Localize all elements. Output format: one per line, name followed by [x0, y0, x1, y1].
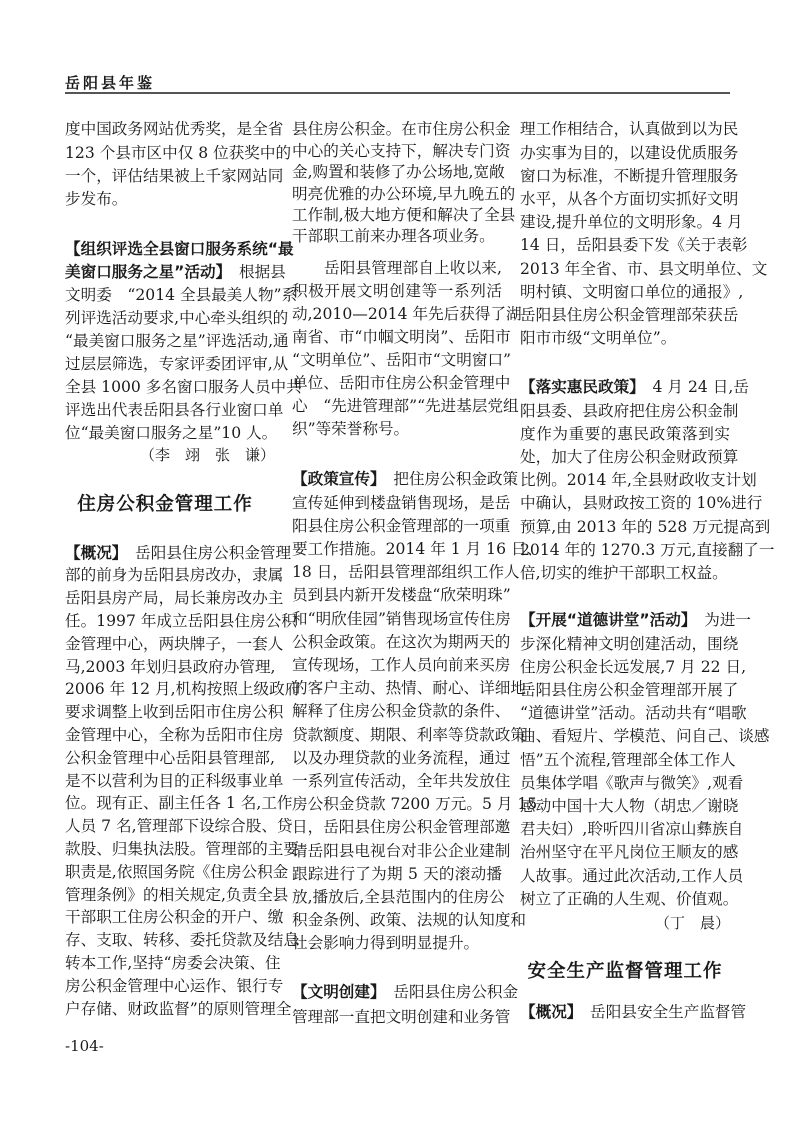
text-line: 以及办理贷款的业务流程，通过 — [292, 748, 511, 767]
text-line: 度作为重要的惠民政策落到实 — [520, 424, 730, 443]
text-line: 马,2003 年划归县政府办管理, — [65, 657, 276, 676]
text-line: 人员 7 名,管理部下设综合股、贷 — [65, 817, 293, 836]
text-line — [292, 468, 519, 491]
text-line — [65, 261, 286, 284]
text-line: 存、支取、转移、委托贷款及结息 — [65, 931, 299, 950]
text-line: 户存储、财政监督”的原则管理全 — [65, 999, 292, 1018]
text-line: 积金条例、政策、法规的认知度和 — [292, 911, 526, 930]
text-line: 评选出代表岳阳县各行业窗口单 — [65, 400, 284, 419]
text-line: 县住房公积金。在市住房公积金 — [292, 120, 511, 139]
text-line: 管理条例》的相关规定,负责全县 — [65, 885, 289, 904]
text-line: 岳阳县房产局，局长兼房改办主 — [65, 589, 284, 608]
text-line: 人故事。通过此次活动,工作人员 — [520, 866, 744, 885]
text-line: 办实事为目的，以建设优质服务 — [520, 143, 739, 162]
text-line: 过层层筛选，专家评委团评审,从 — [65, 354, 289, 373]
text-line: 放,播放后,全县范围内的住房公 — [292, 888, 505, 906]
text-line: 窗口为标准，不断提升管理服务 — [520, 166, 739, 185]
text-line: 步发布。 — [65, 190, 128, 209]
text-line: 感动中国十大人物（胡忠／谢晓 — [520, 797, 739, 815]
text-line: 金管理中心，两块牌子，一套人 — [65, 634, 284, 653]
text-line: 预算,由 2013 年的 528 万元提高到 — [520, 517, 771, 536]
text-line: 位。现有正、副主任各 1 名,工作 — [65, 794, 293, 813]
text-line: 倍,切实的维护干部职工权益。 — [520, 564, 728, 582]
text-line: 中心的关心支持下，解决专门资 — [292, 141, 511, 160]
text-line: 度中国政务网站优秀奖，是全省 — [65, 120, 284, 139]
text-line: 树立了正确的人生观、价值观。 — [520, 889, 739, 908]
text-line: 阳县委、县政府把住房公积金制 — [520, 401, 739, 420]
text-line: 和“明欣佳园”销售现场宣传住房 — [292, 609, 511, 628]
paragraph-heading: 【概况】 — [520, 1002, 575, 1021]
author-credit: （丁 晨） — [654, 914, 730, 932]
text-line: 14 日，岳阳县委下发《关于表彰 — [520, 236, 748, 255]
text-line: 公积金管理中心岳阳县管理部, — [65, 748, 275, 767]
text-line: 要工作措施。2014 年 1 月 16 日、 — [292, 540, 543, 558]
text-line: 住房公积金长远发展,7 月 22 日, — [520, 657, 747, 676]
text-line: 是不以营利为目的正科级事业单 — [65, 771, 284, 790]
text-line: 员集体学唱《歌声与微笑》,观看 — [520, 773, 744, 792]
text-line: 积极开展文明创建等一系列活 — [292, 281, 502, 300]
text-line: 织”等荣誉称号。 — [292, 419, 410, 438]
paragraph-heading: 美窗口服务之星”活动】 — [65, 262, 224, 281]
page-number: -104- — [65, 1037, 104, 1055]
paragraph-text: 4 月 24 日,岳 — [636, 378, 749, 397]
running-header-title: 岳阳县年鉴 — [65, 74, 156, 92]
text-line: 南省、市“巾帼文明岗”、岳阳市 — [292, 327, 511, 346]
text-line: 管理部一直把文明创建和业务管 — [292, 1007, 511, 1026]
text-line: 位“最美窗口服务之星”10 人。 — [65, 423, 278, 442]
header-rule — [65, 92, 730, 94]
text-line: 文明委 “2014 全县最美人物”系 — [65, 285, 298, 304]
text-line: 贷款额度、期限、利率等贷款政策 — [292, 725, 526, 744]
text-line: 宣传延伸到楼盘销售现场，是岳 — [292, 493, 511, 512]
text-line: 全县 1000 多名窗口服务人员中共 — [65, 377, 302, 396]
text-line: 心 “先进管理部”“先进基层党组 — [292, 396, 519, 415]
paragraph-text: 把住房公积金政策 — [377, 470, 519, 489]
text-line: 岳阳县管理部自上收以来, — [324, 258, 502, 277]
paragraph-text: 岳阳县安全生产监督管 — [574, 1002, 747, 1021]
paragraph-text: 为进一 — [688, 611, 752, 630]
text-line: 18 日，岳阳县管理部组织工作人 — [292, 563, 520, 582]
text-line: 曲、看短片、学模范、问自己、谈感 — [520, 727, 770, 746]
text-line: 金,购置和装修了办公场地,宽敞 — [292, 163, 505, 182]
text-line: 任。1997 年成立岳阳县住房公积 — [65, 612, 297, 630]
text-line: 要求调整上收到岳阳市住房公积 — [65, 703, 284, 722]
text-line: 治州坚守在平凡岗位王顺友的感 — [520, 843, 739, 862]
text-line: 君夫妇）,聆听四川省凉山彝族自 — [520, 820, 744, 839]
paragraph-text: 岳阳县住房公积金管理 — [119, 543, 292, 562]
paragraph-text: 根据县 — [223, 262, 286, 281]
paragraph-heading: 【政策宣传】 — [292, 470, 378, 489]
paragraph-heading: 【开展“道德讲堂”活动】 — [520, 611, 689, 630]
text-line: 房公积金贷款 7200 万元。5 月 15 — [292, 795, 538, 814]
text-line: 岳阳县住房公积金管理部开展了 — [520, 681, 739, 699]
text-line: “最美窗口服务之星”评选活动,通 — [65, 331, 289, 350]
text-line: 阳县住房公积金管理部的一项重 — [292, 516, 511, 535]
paragraph-heading: 【落实惠民政策】 — [520, 378, 637, 397]
text-line: 解释了住房公积金贷款的条件、 — [292, 702, 511, 721]
text-line: “道德讲堂”活动。活动共有“唱歌 — [520, 704, 747, 723]
text-line: 一系列宣传活动，全年共发放住 — [292, 772, 511, 790]
text-line: 款股、归集执法股。管理部的主要 — [65, 840, 299, 858]
author-credit: （李 翊 张 谦） — [139, 446, 275, 464]
text-line: 悟”五个流程,管理部全体工作人 — [520, 750, 736, 769]
text-line — [520, 376, 749, 399]
paragraph-heading: 【文明创建】 — [292, 982, 378, 1001]
text-line — [520, 609, 752, 632]
text-line: 比例。2014 年,全县财政收支计划 — [520, 471, 757, 490]
text-line: 水平，从各个方面切实抓好文明 — [520, 190, 739, 208]
text-line: 2014 年的 1270.3 万元,直接翻了一 — [520, 540, 775, 559]
text-line: 跟踪进行了为期 5 天的滚动播 — [292, 864, 502, 883]
text-line: 阳市市级“文明单位”。 — [520, 329, 677, 348]
paragraph-heading: 【概况】 — [65, 543, 120, 562]
text-line: “文明单位”、岳阳市“文明窗口” — [292, 350, 512, 369]
text-line: 2006 年 12 月,机构按照上级政府 — [65, 680, 301, 699]
text-line: 转本工作,坚持“房委会决策、住 — [65, 954, 281, 972]
text-line: 金管理中心，全称为岳阳市住房 — [65, 726, 284, 744]
text-line: 建设,提升单位的文明形象。4 月 — [520, 213, 743, 232]
text-line — [65, 238, 294, 261]
text-line: 明亮优雅的办公环境,早九晚五的 — [292, 184, 516, 203]
text-line: 工作制,极大地方便和解决了全县 — [292, 205, 516, 224]
section-title-housing-fund: 住房公积金管理工作 — [77, 494, 253, 515]
text-line — [65, 542, 292, 565]
text-line: 单位、岳阳市住房公积金管理中 — [292, 373, 511, 392]
text-line: 部的前身为岳阳县房改办，隶属 — [65, 566, 284, 585]
section-title-safety-supervision: 安全生产监督管理工作 — [527, 961, 723, 982]
text-line: 社会影响力得到明显提升。 — [292, 934, 480, 953]
text-line: 岳阳县住房公积金管理部荣获岳 — [520, 306, 739, 324]
text-line: 理工作相结合，认真做到以为民 — [520, 120, 739, 139]
text-line: 干部职工住房公积金的开户、缴 — [65, 908, 284, 927]
text-line: 干部职工前来办理各项业务。 — [292, 227, 495, 246]
text-line: 一个，评估结果被上千家网站同 — [65, 166, 284, 185]
text-line: 日，岳阳县住房公积金管理部邀 — [292, 818, 511, 837]
text-line: 123 个县市区中仅 8 位获奖中的 — [65, 143, 292, 162]
paragraph-heading: 【组织评选全县窗口服务系统“最 — [65, 239, 294, 258]
text-line: 房公积金管理中心运作、银行专 — [65, 976, 284, 995]
text-line: 处，加大了住房公积金财政预算 — [520, 448, 739, 466]
text-line: 列评选活动要求,中心牵头组织的 — [65, 308, 289, 327]
text-line: 动,2010—2014 年先后获得了湖 — [292, 304, 522, 323]
text-line: 的客户主动、热情、耐心、详细地 — [292, 679, 526, 698]
text-line: 2013 年全省、市、县文明单位、文 — [520, 259, 768, 278]
text-line: 员到县内新开发楼盘“欣荣明珠” — [292, 586, 511, 605]
text-line: 公积金政策。在这次为期两天的 — [292, 632, 511, 651]
text-line: 明村镇、文明窗口单位的通报》, — [520, 282, 744, 301]
text-line: 宣传现场，工作人员向前来买房 — [292, 656, 511, 674]
text-line: 请岳阳县电视台对非公企业建制 — [292, 841, 511, 860]
text-line: 步深化精神文明创建活动，围绕 — [520, 634, 739, 653]
text-line: 中确认，县财政按工资的 10%进行 — [520, 494, 763, 513]
text-line — [292, 980, 519, 1005]
text-line: 职责是,依照国务院《住房公积金 — [65, 862, 289, 881]
paragraph-text: 岳阳县住房公积金 — [377, 982, 519, 1001]
text-line — [520, 1001, 747, 1024]
